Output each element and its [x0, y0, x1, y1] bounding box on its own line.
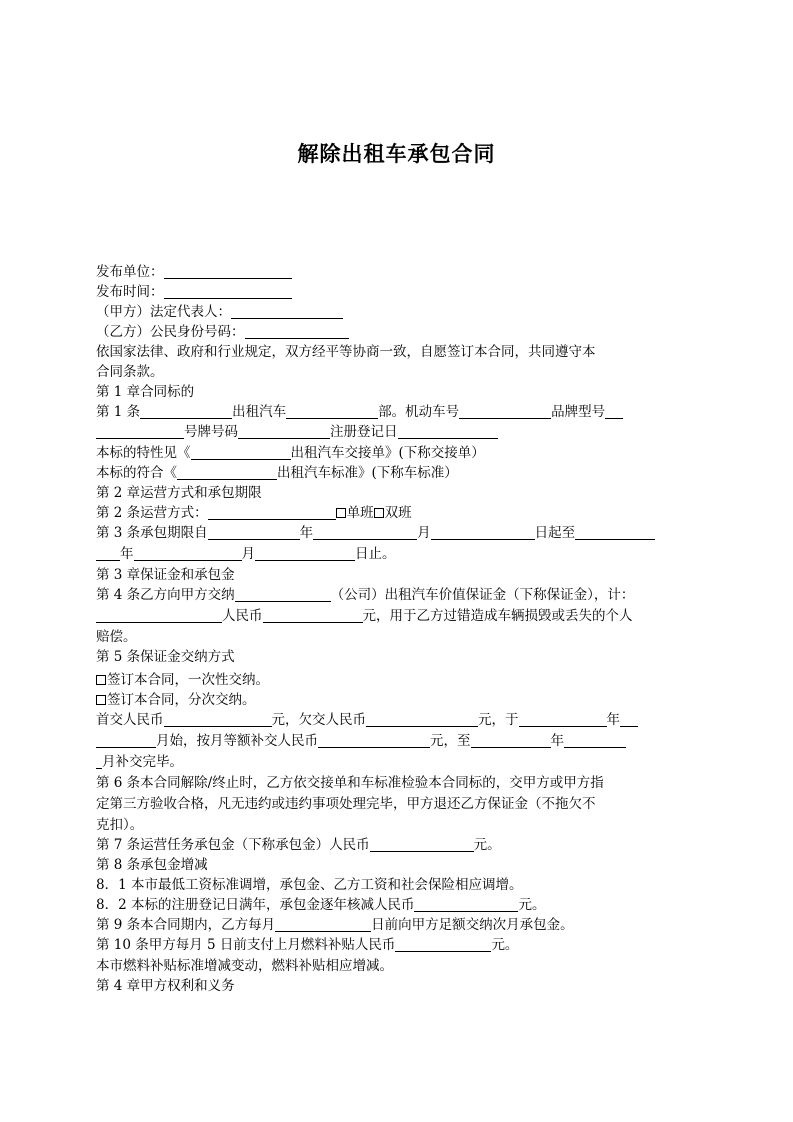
article-9-line: 第 9 条本合同期内，乙方每月 日前向甲方足额交纳次月承包金。 — [96, 917, 574, 933]
article-3-line: 第 3 条承包期限自 年 月 日起至 — [96, 523, 716, 544]
publish-time-line: 发布时间： — [96, 282, 716, 302]
chapter-heading: 第 3 章保证金和承包金 — [96, 567, 235, 583]
blank-field — [231, 304, 343, 319]
article-1-line: 号牌号码 注册登记日 — [96, 422, 716, 443]
payment-line: 首交人民币 元，欠交人民币 元，于 年 — [96, 710, 716, 731]
article-4-line: 赔偿。 — [96, 629, 137, 645]
article-4-line: 第 4 条乙方向甲方交纳 （公司）出租汽车价值保证金（下称保证金），计： — [96, 587, 635, 603]
document-title: 解除出租车承包合同 — [297, 142, 496, 166]
intro-line: 依国家法律、政府和行业规定，双方经平等协商一致，自愿签订本合同，共同遵守本 — [96, 344, 596, 360]
article-6-line: 克扣）。 — [96, 817, 144, 833]
blank-field — [164, 284, 292, 299]
article-8-heading: 第 8 条承包金增减 — [96, 857, 208, 873]
chapter-heading: 第 1 章合同标的 — [96, 384, 195, 400]
article-3-line: 年 月 日止。 — [96, 544, 716, 565]
checkbox-icon — [96, 675, 106, 685]
article-1-line: 第 1 条 出租汽车 部。机动车号 品牌型号 — [96, 402, 716, 422]
article-7-line: 第 7 条运营任务承包金（下称承包金）人民币 元。 — [96, 837, 501, 853]
chapter-heading: 第 2 章运营方式和承包期限 — [96, 485, 262, 501]
checkbox-icon — [374, 508, 384, 518]
publisher-line: 发布单位： — [96, 262, 716, 282]
article-2-line: 第 2 条运营方式： 单班 双班 — [96, 505, 412, 521]
blank-field — [164, 264, 292, 279]
party-b-line: （乙方）公民身份号码： — [96, 322, 716, 342]
article-5-option: 签订本合同，一次性交纳。 — [96, 670, 716, 690]
party-a-line: （甲方）法定代表人： — [96, 302, 716, 322]
article-6-line: 第 6 条本合同解除/终止时，乙方依交接单和车标准检验本合同标的，交甲方或甲方指 — [96, 775, 604, 791]
payment-line: 月始，按月等额补交人民币 元，至 年 — [96, 731, 716, 752]
spec-line: 本标的特性见《 出租汽车交接单》(下称交接单） — [96, 445, 485, 461]
document-body — [96, 262, 716, 996]
payment-line: 月补交完毕。 — [96, 752, 716, 773]
blank-field — [245, 324, 349, 339]
checkbox-icon — [96, 695, 106, 705]
fuel-line: 本市燃料补贴标准增减变动，燃料补贴相应增减。 — [96, 958, 393, 974]
article-5-option: 签订本合同，分次交纳。 — [96, 690, 716, 710]
article-8-1-line: 8．1 本市最低工资标准调增，承包金、乙方工资和社会保险相应调增。 — [96, 877, 523, 893]
intro-line: 合同条款。 — [96, 364, 164, 380]
standard-line: 本标的符合《 出租汽车标准》(下称车标准） — [96, 465, 458, 481]
article-8-2-line: 8．2 本标的注册登记日满年，承包金逐年核减人民币 元。 — [96, 897, 546, 913]
article-10-line: 第 10 条甲方每月 5 日前支付上月燃料补贴人民币 元。 — [96, 937, 519, 953]
checkbox-icon — [336, 508, 346, 518]
article-5-heading: 第 5 条保证金交纳方式 — [96, 649, 235, 665]
article-6-line: 定第三方验收合格，凡无违约或违约事项处理完毕，甲方退还乙方保证金（不拖欠不 — [96, 796, 596, 812]
article-4-line: 人民币 元，用于乙方过错造成车辆损毁或丢失的个人 — [96, 606, 716, 627]
chapter-heading: 第 4 章甲方权利和义务 — [96, 978, 235, 994]
